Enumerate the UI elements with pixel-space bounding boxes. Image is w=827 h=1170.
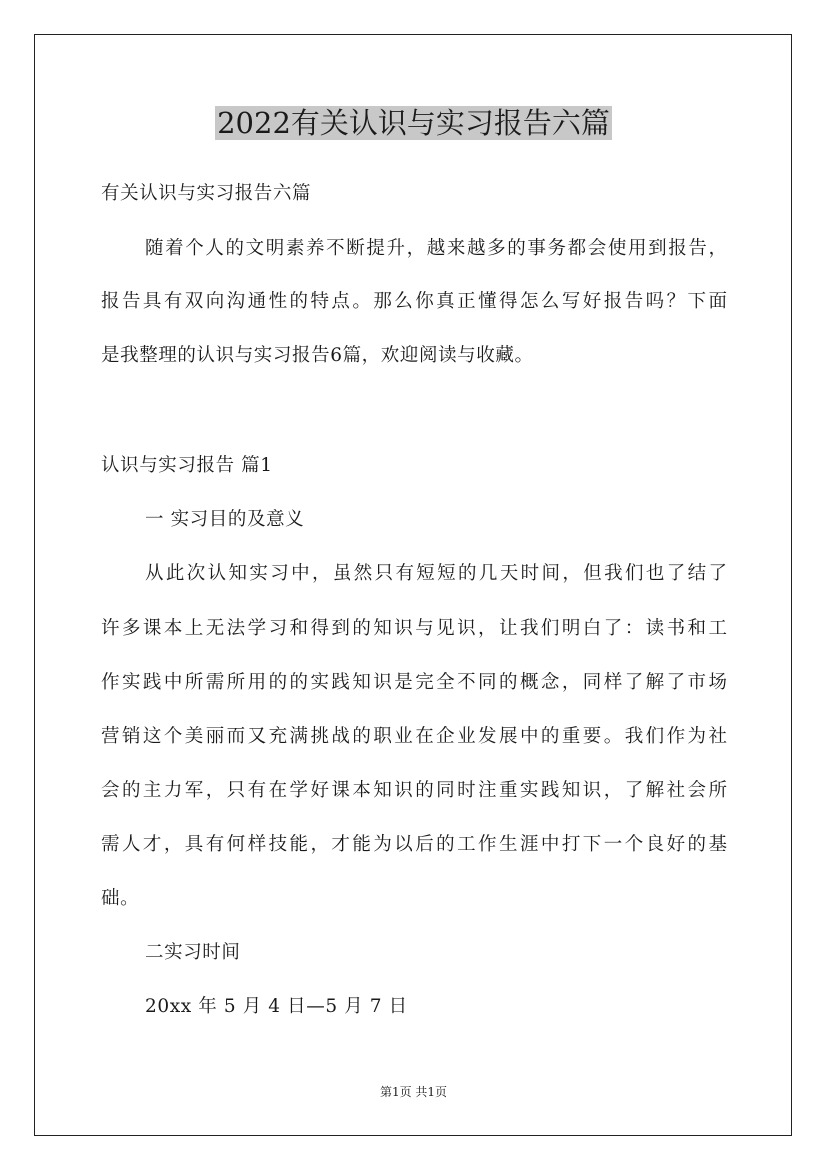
body-line-3: 作实践中所需所用的的实践知识是完全不同的概念，同样了解了市场 <box>101 672 727 693</box>
date-range: 20xx 年 5 月 4 日—5 月 7 日 <box>145 996 408 1017</box>
intro-line-2: 报告具有双向沟通性的特点。那么你真正懂得怎么写好报告吗？下面 <box>101 291 727 312</box>
intro-line-1: 随着个人的文明素养不断提升，越来越多的事务都会使用到报告， <box>145 238 727 259</box>
sub-heading-purpose: 一 实习目的及意义 <box>145 509 305 530</box>
sub-heading-time: 二实习时间 <box>145 942 241 963</box>
document-subtitle: 有关认识与实习报告六篇 <box>101 183 312 204</box>
intro-line-3: 是我整理的认识与实习报告6篇，欢迎阅读与收藏。 <box>101 345 534 366</box>
body-line-1: 从此次认知实习中，虽然只有短短的几天时间，但我们也了结了 <box>145 563 727 584</box>
body-line-2: 许多课本上无法学习和得到的知识与见识，让我们明白了：读书和工 <box>101 618 727 639</box>
section-heading: 认识与实习报告 篇1 <box>101 455 273 476</box>
body-line-6: 需人才，具有何样技能，才能为以后的工作生涯中打下一个良好的基 <box>101 834 727 855</box>
page-footer: 第1页 共1页 <box>379 1085 448 1099</box>
body-line-4: 营销这个美丽而又充满挑战的职业在企业发展中的重要。我们作为社 <box>101 726 727 747</box>
body-line-5: 会的主力军，只有在学好课本知识的同时注重实践知识，了解社会所 <box>101 780 727 801</box>
document-title: 2022有关认识与实习报告六篇 <box>217 106 610 140</box>
body-line-7: 础。 <box>101 888 140 909</box>
